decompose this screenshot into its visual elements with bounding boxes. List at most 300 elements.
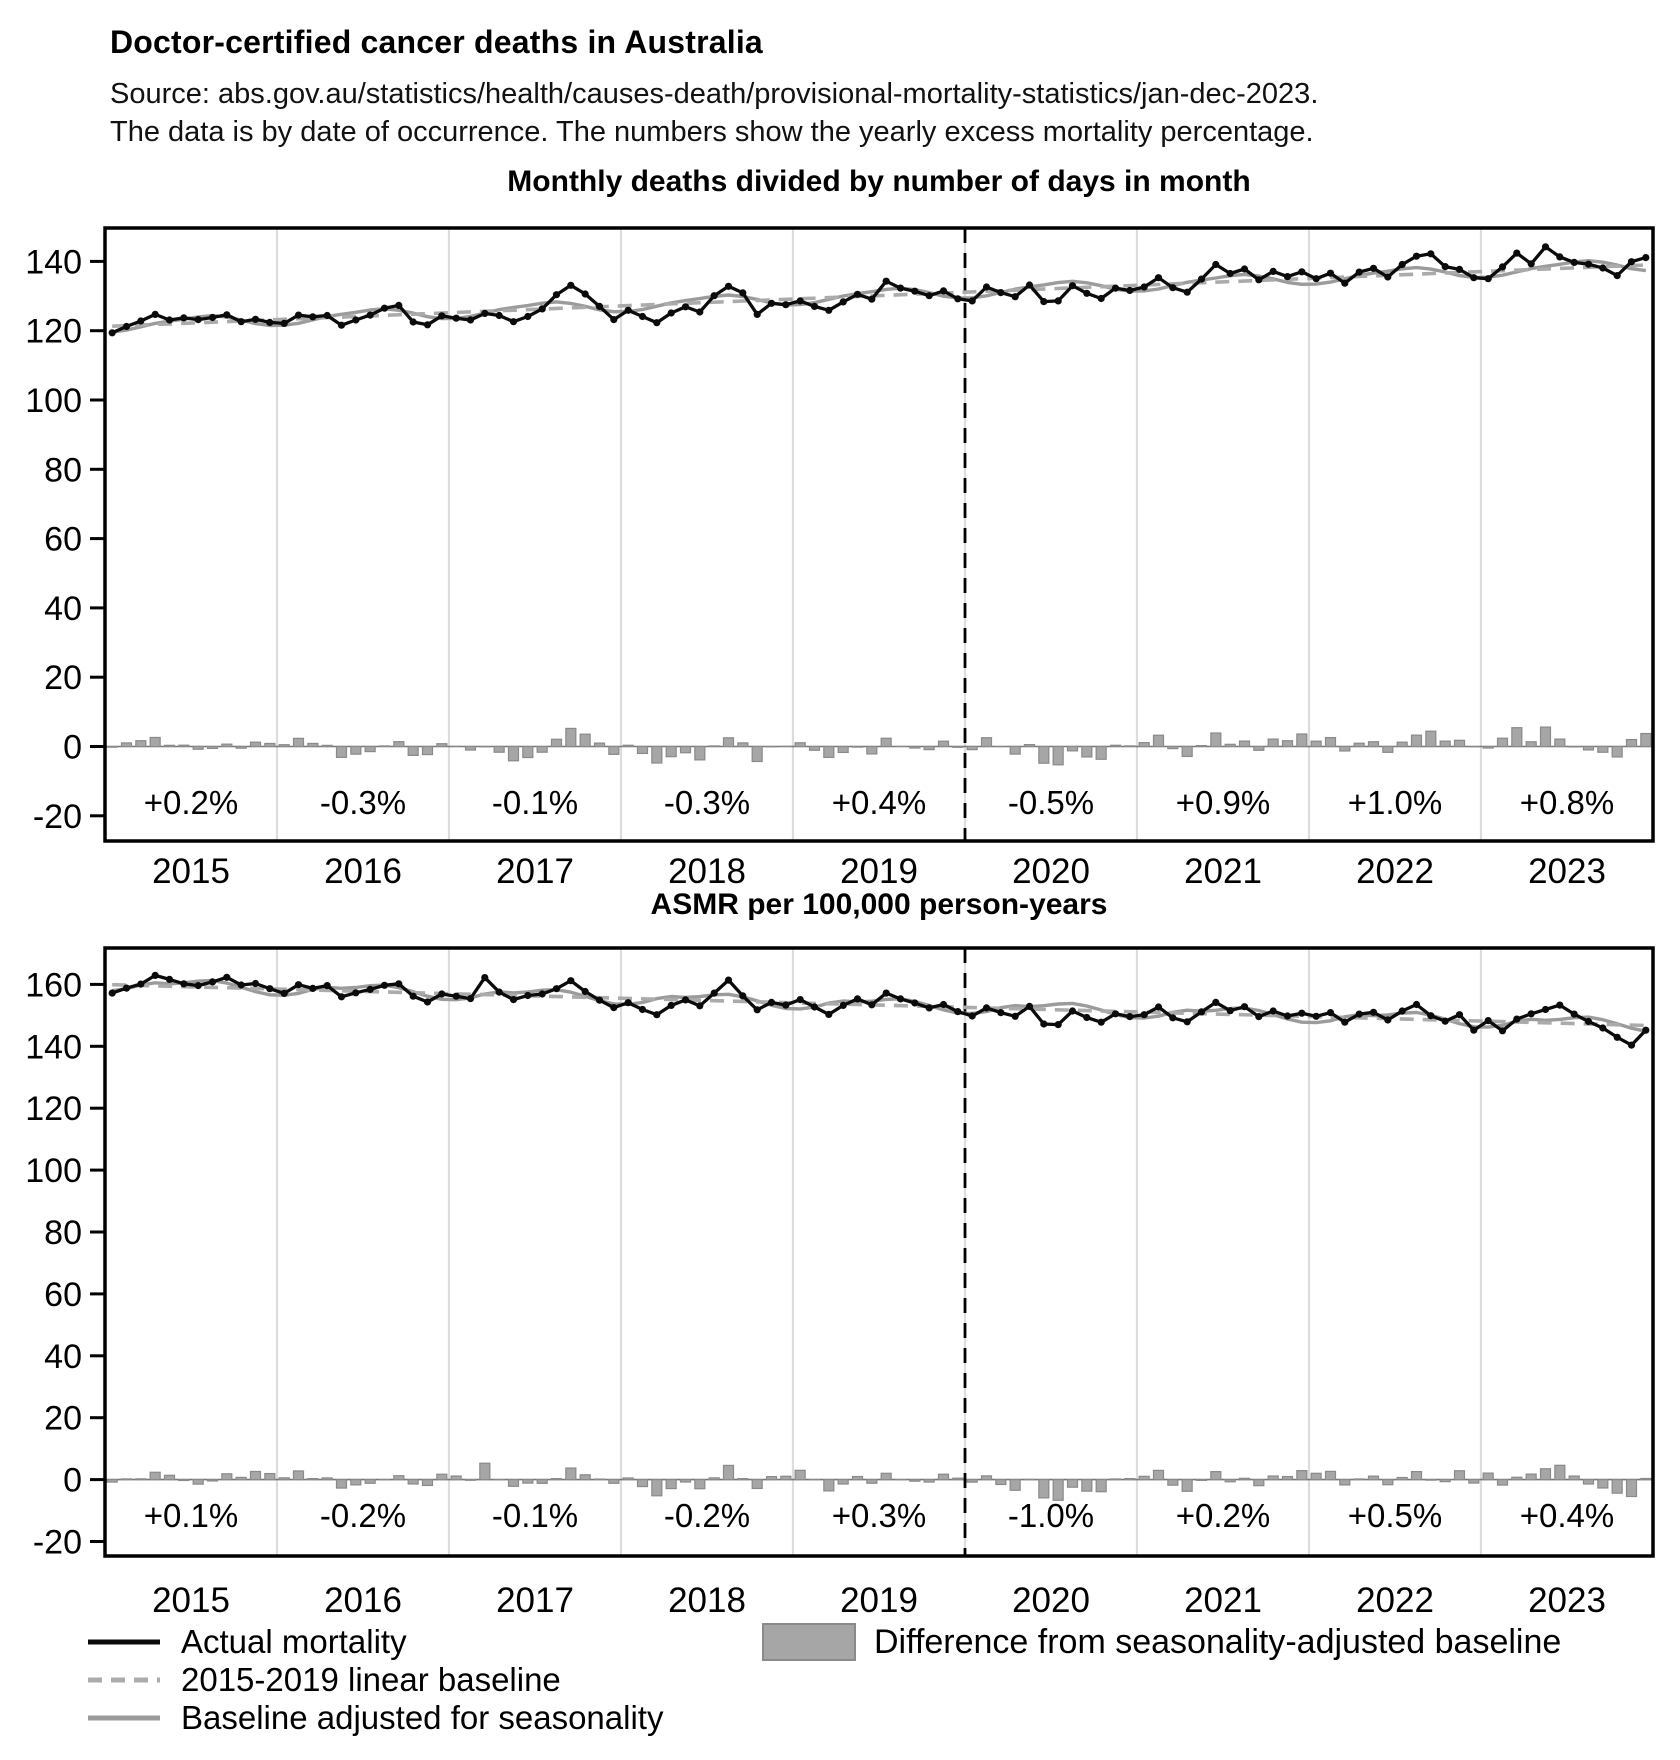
x-year-label: 2022 [1356,1581,1434,1620]
y-tick-label: 0 [63,728,82,767]
difference-bar [623,745,633,746]
difference-bar [1412,1472,1422,1480]
actual-mortality-point [739,289,746,296]
difference-bar [1053,747,1063,765]
difference-bar [738,1479,748,1480]
chart2-plot [25,948,1653,1620]
actual-mortality-point [1571,259,1578,266]
difference-bar [1082,1480,1092,1492]
difference-bar [208,1480,218,1481]
y-tick-label: 100 [25,1152,82,1191]
excess-pct-label: -0.3% [319,784,407,821]
actual-mortality-point [1513,1016,1520,1023]
actual-mortality-point [1427,250,1434,257]
actual-mortality-point [410,993,417,1000]
actual-mortality-point [1298,1010,1305,1017]
difference-bar [1426,731,1436,746]
difference-bar [408,1480,418,1484]
difference-bar [1555,1465,1565,1479]
difference-bar [566,1468,576,1480]
difference-bar [136,1479,146,1480]
difference-bar [881,738,891,746]
actual-mortality-point [725,283,732,290]
actual-mortality-point [367,986,374,993]
difference-bar [1541,1469,1551,1480]
actual-mortality-point [152,311,159,318]
legend-item-linear-baseline [85,1662,561,1698]
actual-mortality-point [553,985,560,992]
actual-mortality-point [1599,1024,1606,1031]
actual-mortality-point [352,989,359,996]
difference-bar [1627,1480,1637,1497]
actual-mortality-point [438,990,445,997]
difference-bar [1469,1480,1479,1483]
difference-bar [294,1471,304,1480]
difference-bar [652,1480,662,1496]
actual-mortality-point [1040,1020,1047,1027]
difference-bar [595,1479,605,1480]
difference-bar [939,1474,949,1479]
actual-mortality-point [668,1002,675,1009]
excess-pct-label: +0.5% [1347,1497,1443,1534]
difference-bar [1526,742,1536,747]
actual-mortality-point [252,316,259,323]
difference-bar [1182,1480,1192,1492]
difference-bar [1311,1473,1321,1479]
difference-bar [738,743,748,747]
actual-mortality-point [1241,265,1248,272]
actual-mortality-point [266,319,273,326]
difference-bar [236,747,246,749]
actual-mortality-point [453,315,460,322]
excess-pct-label: +0.4% [831,784,927,821]
difference-bar [881,1473,891,1479]
actual-mortality-point [424,321,431,328]
x-year-label: 2019 [840,852,918,891]
excess-pct-label: -0.1% [491,784,579,821]
difference-bar [150,737,160,746]
difference-bar [1440,741,1450,746]
actual-mortality-point [639,1006,646,1013]
difference-bar [179,745,189,746]
difference-bar [552,739,562,746]
difference-bar [136,741,146,747]
actual-mortality-point [940,1001,947,1008]
difference-bar [265,743,275,746]
actual-mortality-point [997,1009,1004,1016]
difference-bar [910,747,920,749]
actual-mortality-point [682,303,689,310]
linear-baseline-swatch [85,1674,163,1686]
difference-bar [1039,747,1049,764]
difference-bar [1010,1480,1020,1491]
actual-mortality-point [1083,1014,1090,1021]
actual-mortality-point [911,999,918,1006]
actual-mortality-point [696,1002,703,1009]
difference-bar [666,1480,676,1489]
difference-bar [580,734,590,746]
difference-bar [1197,1480,1207,1481]
actual-mortality-point [668,309,675,316]
actual-mortality-point [725,977,732,984]
actual-mortality-point [1341,1019,1348,1026]
difference-bar [810,747,820,751]
difference-bar [1283,741,1293,747]
difference-bar [193,747,203,750]
difference-bar [1211,1472,1221,1480]
difference-bar [1340,747,1350,751]
actual-mortality-point [582,988,589,995]
difference-bar [222,1474,232,1480]
actual-mortality-point [367,312,374,319]
actual-mortality-point [1255,1013,1262,1020]
actual-mortality-point [1614,272,1621,279]
difference-bar [781,1476,791,1479]
excess-pct-label: -0.2% [319,1497,407,1534]
actual-mortality-point [510,996,517,1003]
excess-pct-label: +1.0% [1347,784,1443,821]
legend-item-actual [85,1624,407,1660]
difference-bar [494,747,504,753]
y-tick-label: 20 [44,659,82,698]
excess-pct-label: -0.1% [491,1497,579,1534]
excess-pct-label: +0.3% [831,1497,927,1534]
difference-bar [107,747,117,748]
difference-bar [480,1463,490,1479]
x-year-label: 2018 [668,852,746,891]
actual-mortality-point [467,316,474,323]
actual-mortality-point [711,990,718,997]
actual-mortality-point [1313,1013,1320,1020]
difference-bar [236,1477,246,1479]
actual-mortality-point [1327,1009,1334,1016]
actual-mortality-point [1585,1018,1592,1025]
actual-mortality-point [1499,263,1506,270]
difference-bar [1182,747,1192,757]
difference-bar [795,1470,805,1479]
difference-bar [1111,1479,1121,1480]
actual-mortality-point [1528,1010,1535,1017]
actual-mortality-point [825,307,832,314]
legend-label-actual: Actual mortality [181,1623,407,1660]
difference-bar [251,1471,261,1479]
actual-mortality-point [1585,261,1592,268]
y-tick-label: 120 [25,1090,82,1129]
difference-bar [308,743,318,746]
difference-bar [609,747,619,755]
difference-bar [767,1477,777,1480]
difference-bar [466,1480,476,1481]
actual-mortality-point [954,1008,961,1015]
difference-bar [1369,742,1379,747]
actual-mortality-point [1098,295,1105,302]
difference-bar [566,728,576,746]
difference-bar [1326,738,1336,747]
actual-mortality-point [438,312,445,319]
difference-bar [853,1477,863,1480]
y-tick-label: 120 [25,312,82,351]
difference-bar [351,1480,361,1485]
actual-mortality-point [123,323,130,330]
actual-mortality-point [1026,281,1033,288]
actual-mortality-point [137,317,144,324]
difference-bar [1584,747,1594,750]
difference-bar [709,1478,719,1480]
x-year-label: 2017 [496,1581,574,1620]
actual-mortality-point [1642,254,1649,261]
actual-mortality-point [510,318,517,325]
difference-bar [1483,747,1493,749]
difference-bar [1397,742,1407,746]
difference-bar [1225,744,1235,746]
actual-mortality-point [1427,1012,1434,1019]
y-tick-label: 20 [44,1399,82,1438]
actual-mortality-point [653,1011,660,1018]
actual-mortality-point [1542,1006,1549,1013]
difference-bar [638,1480,648,1487]
actual-mortality-point [610,316,617,323]
actual-mortality-point [983,283,990,290]
actual-mortality-point [854,291,861,298]
difference-bar [1111,745,1121,746]
actual-mortality-point [1069,1007,1076,1014]
excess-pct-label: +0.4% [1519,1497,1615,1534]
difference-bar [838,1480,848,1484]
difference-bar [953,1478,963,1479]
actual-mortality-point [739,992,746,999]
actual-mortality-point [1284,1012,1291,1019]
actual-mortality-point [238,981,245,988]
actual-mortality-point [1470,1027,1477,1034]
difference-bar [1512,1477,1522,1479]
difference-bar [351,747,361,755]
seasonal-baseline-swatch [85,1712,163,1724]
actual-mortality-point [410,318,417,325]
actual-mortality-point [782,1002,789,1009]
actual-mortality-point [1413,1001,1420,1008]
actual-mortality-point [1399,1007,1406,1014]
actual-mortality-point [969,1012,976,1019]
x-year-label: 2023 [1528,1581,1606,1620]
actual-mortality-point [1528,260,1535,267]
difference-bar [1125,1479,1135,1480]
difference-bar [1283,1477,1293,1480]
actual-mortality-point [1599,264,1606,271]
actual-mortality-point [395,980,402,987]
actual-mortality-point [539,990,546,997]
actual-mortality-point [768,999,775,1006]
actual-mortality-point [524,992,531,999]
difference-bar [1326,1471,1336,1479]
difference-bar [365,747,375,752]
difference-bar [1254,1480,1264,1486]
actual-mortality-point [209,314,216,321]
difference-bar [1268,739,1278,746]
difference-bar [1440,1480,1450,1482]
y-tick-label: 60 [44,1275,82,1314]
excess-pct-label: +0.8% [1519,784,1615,821]
actual-mortality-point [1012,1013,1019,1020]
y-tick-label: 140 [25,1028,82,1067]
difference-bar [179,1480,189,1481]
difference-bar [408,747,418,756]
difference-bar [752,1480,762,1489]
difference-bar [939,741,949,746]
actual-mortality-point [625,307,632,314]
actual-mortality-point [1112,285,1119,292]
actual-mortality-point [1169,284,1176,291]
actual-mortality-point [983,1004,990,1011]
figure-title: Doctor-certified cancer deaths in Australia [110,24,763,60]
difference-bar [208,747,218,749]
difference-bar [1526,1474,1536,1479]
actual-mortality-point [1485,1017,1492,1024]
difference-bar [1168,1480,1178,1486]
difference-bar [394,742,404,747]
difference-bar [867,747,877,754]
source-line-2: The data is by date of occurrence. The numbers show the yearly excess mortality percentage. [110,116,1314,148]
actual-mortality-point [524,313,531,320]
legend-label-seasonal-baseline: Baseline adjusted for seasonality [181,1699,664,1736]
difference-bar [1197,746,1207,747]
difference-bar [695,747,705,760]
actual-mortality-point [840,1002,847,1009]
actual-mortality-point [940,287,947,294]
difference-bar [910,1480,920,1482]
difference-bar [982,738,992,747]
difference-bar [509,1480,519,1487]
actual-mortality-point [1270,1007,1277,1014]
difference-bar [982,1476,992,1480]
chart1-title: Monthly deaths divided by number of days in month [507,165,1251,198]
difference-bar [1584,1480,1594,1484]
actual-mortality-point [811,1003,818,1010]
y-tick-label: 160 [25,966,82,1005]
difference-bar [1039,1480,1049,1498]
difference-bar [380,746,390,747]
actual-mortality-point [1198,1008,1205,1015]
difference-bar [394,1476,404,1480]
actual-mortality-point [1542,243,1549,250]
actual-mortality-point [1399,261,1406,268]
difference-bar [165,1475,175,1479]
difference-bar [537,1480,547,1484]
actual-mortality-point [266,985,273,992]
difference-bar [552,1479,562,1480]
actual-mortality-point [223,311,230,318]
difference-bar [1569,1476,1579,1480]
actual-mortality-point [1069,282,1076,289]
actual-mortality-point [768,300,775,307]
legend-item-difference [762,1622,1561,1662]
actual-mortality-point [1628,258,1635,265]
actual-mortality-point [223,974,230,981]
actual-mortality-point [997,289,1004,296]
difference-bar [1010,747,1020,755]
difference-bar [867,1480,877,1484]
excess-pct-label: +0.1% [143,1497,239,1534]
actual-mortality-point [610,1004,617,1011]
difference-bar [265,1474,275,1480]
difference-bar [1139,743,1149,747]
x-year-label: 2021 [1184,852,1262,891]
difference-bar [279,1478,289,1480]
actual-mortality-point [395,302,402,309]
difference-bar [523,1480,533,1484]
difference-bar [308,1479,318,1480]
actual-mortality-point [797,297,804,304]
actual-mortality-point [424,998,431,1005]
actual-mortality-point [381,305,388,312]
actual-mortality-point [1212,999,1219,1006]
actual-mortality-line [112,975,1646,1045]
source-line-1: Source: abs.gov.au/statistics/health/causes-death/provisional-mortality-statistics/jan-dec-2023. [110,78,1319,110]
actual-mortality-point [754,311,761,318]
actual-mortality-point [1155,274,1162,281]
actual-mortality-point [1212,261,1219,268]
difference-bar [279,745,289,747]
excess-pct-label: +0.2% [143,784,239,821]
actual-mortality-point [811,303,818,310]
actual-mortality-point [582,290,589,297]
actual-mortality-point [1642,1027,1649,1034]
x-year-label: 2019 [840,1581,918,1620]
actual-mortality-point [1012,293,1019,300]
difference-bar [853,747,863,748]
actual-mortality-point [782,301,789,308]
difference-bar [681,1480,691,1482]
actual-mortality-point [195,982,202,989]
actual-mortality-point [1126,1013,1133,1020]
difference-bar [1211,733,1221,746]
actual-mortality-point [897,995,904,1002]
difference-bar [1383,1480,1393,1485]
difference-bar [1598,747,1608,753]
actual-mortality-point [166,976,173,983]
difference-bar [967,747,977,750]
difference-bar [322,745,332,746]
difference-bar-swatch [762,1623,856,1661]
difference-bar [1082,747,1092,757]
linear-baseline-line [112,265,1646,326]
actual-mortality-point [567,977,574,984]
actual-mortality-point [137,981,144,988]
actual-mortality-point [868,1001,875,1008]
difference-bar [1483,1473,1493,1480]
actual-mortality-point [1227,270,1234,277]
actual-mortality-point [926,292,933,299]
difference-bar [150,1472,160,1479]
legend-item-seasonal-baseline [85,1700,663,1736]
actual-mortality-point [1298,268,1305,275]
difference-bar [1555,739,1565,746]
actual-mortality-point [481,310,488,317]
difference-bar [251,742,261,746]
x-year-label: 2016 [324,852,402,891]
actual-mortality-point [252,980,259,987]
difference-bar [724,738,734,747]
difference-bar [193,1480,203,1485]
actual-mortality-point [596,303,603,310]
difference-bar [1498,738,1508,746]
actual-mortality-point [281,990,288,997]
difference-bar [924,1480,934,1482]
y-tick-label: 40 [44,589,82,628]
actual-mortality-point [1370,265,1377,272]
y-tick-label: -20 [32,1523,82,1562]
actual-mortality-point [1198,276,1205,283]
actual-mortality-point [1370,1009,1377,1016]
